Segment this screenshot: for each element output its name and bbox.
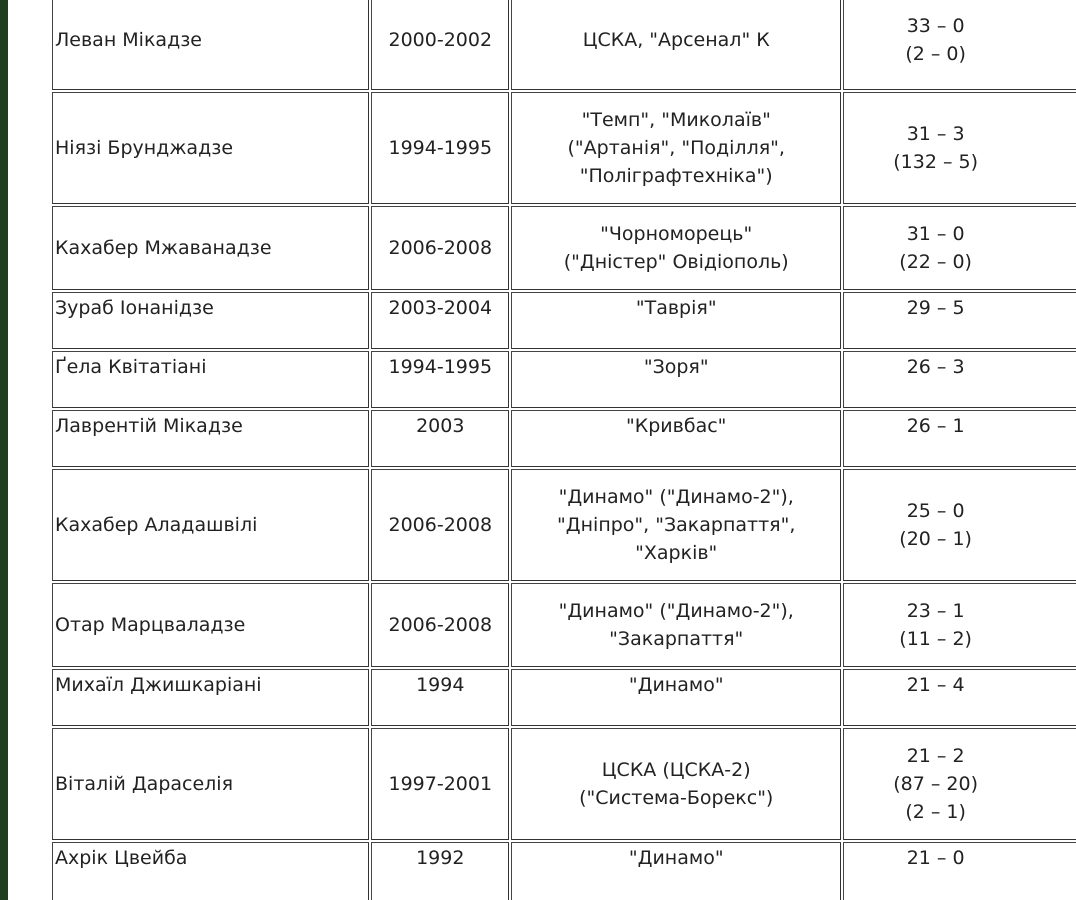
- page-left-border: [0, 0, 8, 900]
- stats-line: 23 – 1: [906, 600, 965, 622]
- table-row: [52, 206, 1076, 290]
- clubs-line: ("Система-Борекс"): [579, 787, 774, 809]
- clubs-line: "Динамо" ("Динамо-2"),: [558, 600, 794, 622]
- years-cell: 1994-1995: [371, 351, 509, 408]
- player-name: Кахабер Аладашвілі: [52, 469, 369, 581]
- stats-line: 21 – 2: [906, 745, 965, 767]
- clubs-line: "Поліграфтехніка"): [579, 165, 773, 187]
- clubs-line: "Темп", "Миколаїв": [581, 109, 771, 131]
- clubs-cell: [511, 410, 841, 467]
- stats-line: (11 – 2): [899, 628, 972, 650]
- player-name: Михаїл Джишкаріані: [52, 669, 369, 726]
- stats-line: 21 – 0: [906, 847, 965, 869]
- stats-cell: [843, 583, 1076, 667]
- player-name: Ніязі Брунджадзе: [52, 92, 369, 204]
- clubs-cell: [511, 583, 841, 667]
- stats-line: (22 – 0): [899, 251, 972, 273]
- clubs-line: "Харків": [635, 542, 718, 564]
- years-cell: 2003: [371, 410, 509, 467]
- stats-cell: [843, 351, 1076, 408]
- stats-line: (132 – 5): [893, 151, 979, 173]
- player-name: Лаврентій Мікадзе: [52, 410, 369, 467]
- clubs-cell: [511, 351, 841, 408]
- stats-cell: [843, 92, 1076, 204]
- years-cell: 2000-2002: [371, 0, 509, 90]
- clubs-line: "Дніпро", "Закарпаття",: [557, 514, 796, 536]
- table-row: [52, 842, 1076, 900]
- clubs-cell: [511, 292, 841, 349]
- years-cell: 2003-2004: [371, 292, 509, 349]
- clubs-cell: [511, 469, 841, 581]
- years-cell: 2006-2008: [371, 469, 509, 581]
- players-table: [50, 0, 1076, 900]
- years-cell: 1994-1995: [371, 92, 509, 204]
- clubs-line: "Закарпаття": [609, 628, 744, 650]
- page-gutter: [8, 0, 50, 900]
- player-name: Зураб Іонанідзе: [52, 292, 369, 349]
- stats-line: 33 – 0: [906, 15, 965, 37]
- player-name: Ґела Квітатіані: [52, 351, 369, 408]
- table-row: [52, 583, 1076, 667]
- player-name: Ахрік Цвейба: [52, 842, 369, 900]
- clubs-line: ЦСКА (ЦСКА-2): [601, 759, 751, 781]
- player-name: Віталій Дараселія: [52, 728, 369, 840]
- clubs-line: "Чорноморець": [600, 223, 753, 245]
- table-row: [52, 292, 1076, 349]
- years-cell: 1997-2001: [371, 728, 509, 840]
- stats-line: (2 – 1): [905, 801, 966, 823]
- stats-line: 25 – 0: [906, 500, 965, 522]
- clubs-cell: [511, 728, 841, 840]
- years-cell: 2006-2008: [371, 583, 509, 667]
- stats-line: 26 – 3: [906, 356, 965, 378]
- stats-line: 31 – 0: [906, 223, 965, 245]
- years-cell: 2006-2008: [371, 206, 509, 290]
- player-name: Леван Мікадзе: [52, 0, 369, 90]
- clubs-line: "Таврія": [635, 297, 717, 319]
- stats-line: (20 – 1): [899, 528, 972, 550]
- stats-line: (2 – 0): [905, 43, 966, 65]
- clubs-cell: [511, 0, 841, 90]
- stats-line: 31 – 3: [906, 123, 965, 145]
- stats-cell: [843, 410, 1076, 467]
- clubs-line: "Динамо": [628, 674, 724, 696]
- stats-cell: [843, 728, 1076, 840]
- stats-cell: [843, 842, 1076, 900]
- stats-line: 29 – 5: [906, 297, 965, 319]
- clubs-cell: [511, 842, 841, 900]
- table-row: [52, 410, 1076, 467]
- clubs-line: ("Дністер" Овідіополь): [563, 251, 789, 273]
- clubs-cell: [511, 92, 841, 204]
- clubs-line: ("Артанія", "Поділля",: [567, 137, 785, 159]
- years-cell: 1994: [371, 669, 509, 726]
- stats-cell: [843, 0, 1076, 90]
- stats-line: 21 – 4: [906, 674, 965, 696]
- stats-line: (87 – 20): [893, 773, 979, 795]
- clubs-line: "Кривбас": [626, 415, 727, 437]
- table-row: [52, 92, 1076, 204]
- clubs-cell: [511, 206, 841, 290]
- table-row: [52, 351, 1076, 408]
- player-name: Отар Марцваладзе: [52, 583, 369, 667]
- table-row: [52, 469, 1076, 581]
- stats-cell: [843, 469, 1076, 581]
- player-name: Кахабер Мжаванадзе: [52, 206, 369, 290]
- stats-cell: [843, 292, 1076, 349]
- clubs-line: ЦСКА, "Арсенал" К: [582, 29, 770, 51]
- stats-cell: [843, 206, 1076, 290]
- clubs-line: "Динамо" ("Динамо-2"),: [558, 486, 794, 508]
- clubs-line: "Зоря": [643, 356, 709, 378]
- clubs-line: "Динамо": [628, 847, 724, 869]
- table-row: [52, 0, 1076, 90]
- table-row: [52, 669, 1076, 726]
- table-row: [52, 728, 1076, 840]
- clubs-cell: [511, 669, 841, 726]
- years-cell: 1992: [371, 842, 509, 900]
- stats-cell: [843, 669, 1076, 726]
- stats-line: 26 – 1: [906, 415, 965, 437]
